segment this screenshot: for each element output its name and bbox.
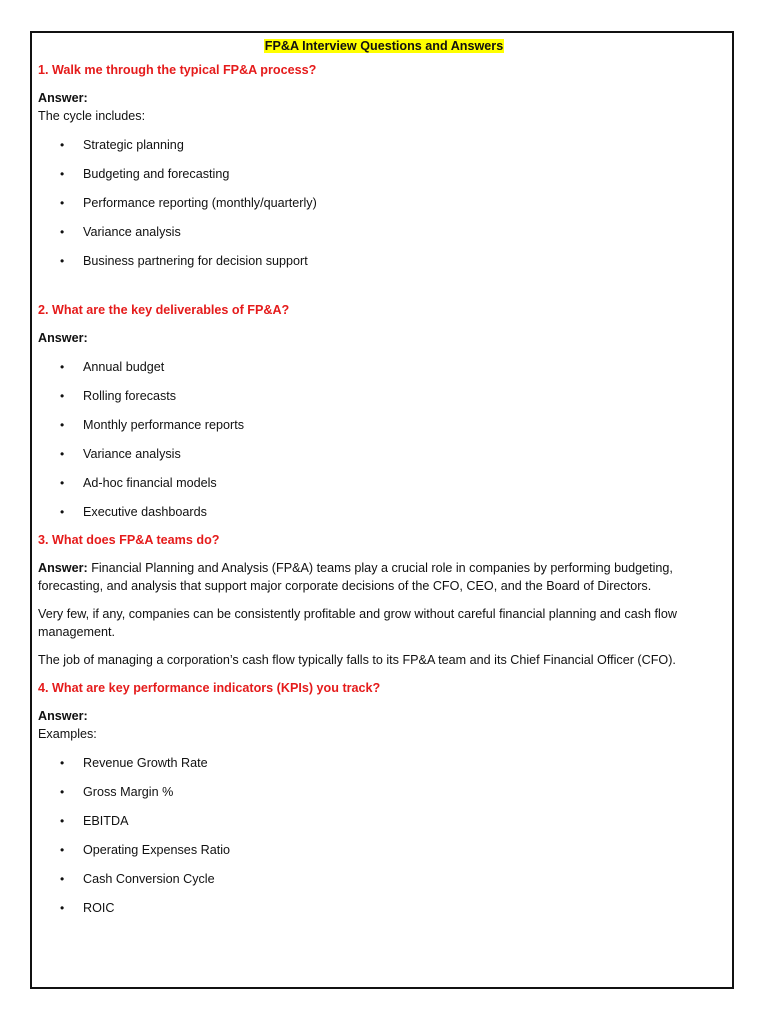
answer-1 [38,89,730,125]
answer-1-list [38,136,730,281]
bullet-icon: • [60,476,65,490]
bullet-icon: • [60,872,65,886]
list-item: • EBITDA [60,814,129,828]
list-item: • Budgeting and forecasting [60,167,230,181]
list-item: • Annual budget [60,360,165,374]
list-item: • Revenue Growth Rate [60,756,208,770]
bullet-icon: • [60,901,65,915]
bullet-icon: • [60,814,65,828]
bullet-icon: • [60,447,65,461]
question-1: 1. Walk me through the typical FP&A process? [38,63,317,77]
answer-3-paragraph-1: Answer: Financial Planning and Analysis (FP&A) teams play a crucial role in companies by performing budgeting, forecasting, and analysis that support major corporate decisions of the CFO, CEO, and the Board of Directors. [38,561,673,593]
answer-label-4: Answer: [38,709,88,723]
bullet-icon: • [60,360,65,374]
answer-2-list [38,358,730,523]
list-item: • Executive dashboards [60,505,207,519]
bullet-icon: • [60,196,65,210]
list-item: • Business partnering for decision support [60,254,308,268]
answer-4 [38,707,730,743]
title-row [38,37,730,55]
question-2: 2. What are the key deliverables of FP&A? [38,303,290,317]
document-content [38,37,730,928]
bullet-icon: • [60,785,65,799]
answer-4-list [38,754,730,928]
bullet-icon: • [60,418,65,432]
list-item: • Rolling forecasts [60,389,177,403]
list-item: • Variance analysis [60,225,181,239]
bullet-icon: • [60,138,65,152]
bullet-icon: • [60,756,65,770]
bullet-icon: • [60,843,65,857]
answer-label-2: Answer: [38,331,88,345]
list-item: • Gross Margin % [60,785,174,799]
list-item: • Variance analysis [60,447,181,461]
bullet-icon: • [60,167,65,181]
list-item: • Performance reporting (monthly/quarterly) [60,196,317,210]
answer-label-1: Answer: [38,91,88,105]
list-item: • Monthly performance reports [60,418,244,432]
bullet-icon: • [60,225,65,239]
list-item: • Operating Expenses Ratio [60,843,231,857]
question-4: 4. What are key performance indicators (KPIs) you track? [38,681,381,695]
answer-3-paragraph-3: The job of managing a corporation’s cash flow typically falls to its FP&A team and its Chief Financial Officer (CFO). [38,653,676,667]
document-page [30,31,734,989]
bullet-icon: • [60,254,65,268]
answer-4-intro: Examples: [38,727,97,741]
document-title: FP&A Interview Questions and Answers [264,39,504,53]
answer-3-paragraph-2: Very few, if any, companies can be consistently profitable and grow without careful financial planning and cash flow management. [38,607,677,639]
answer-1-intro: The cycle includes: [38,109,146,123]
bullet-icon: • [60,505,65,519]
list-item: • ROIC [60,901,115,915]
list-item: • Ad-hoc financial models [60,476,217,490]
list-item: • Strategic planning [60,138,184,152]
list-item: • Cash Conversion Cycle [60,872,215,886]
bullet-icon: • [60,389,65,403]
answer-label-3: Answer: [38,561,88,575]
question-3: 3. What does FP&A teams do? [38,533,220,547]
